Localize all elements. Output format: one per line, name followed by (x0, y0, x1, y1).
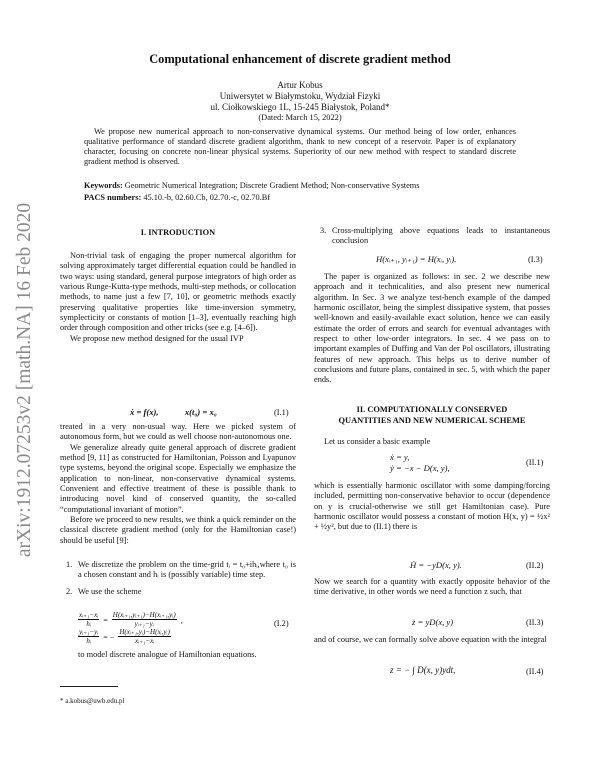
list-item-2-marker: 2. (66, 586, 73, 596)
section-2-heading-line-1: II. COMPUTATIONALLY CONSERVED (356, 405, 508, 414)
eq-II4-number: (II.4) (526, 667, 544, 676)
eq-II2-number: (II.2) (526, 561, 544, 570)
intro-paragraph-3 (60, 422, 296, 546)
arxiv-stamp (10, 170, 40, 590)
keywords-label: Keywords: (84, 181, 123, 190)
eq-I2-line-1 (78, 610, 183, 627)
eq-I2-l1-rden: yᵢ₊₁−yᵢ (134, 619, 154, 628)
eq-II1-line-1: ẋ = y, (390, 452, 410, 462)
eq-I1-right: x(t₀) = x₀ (184, 407, 217, 417)
arxiv-identifier: arXiv:1912.07253v2 [math.NA] 16 Feb 2020 (14, 202, 35, 558)
paper-title: Computational enhancement of discrete gradient method (149, 52, 451, 66)
footnote: * a.kobus@uwb.edu.pl (60, 697, 125, 705)
pacs-text: 45.10.-b, 02.60.Cb, 02.70.-c, 02.70.Bf (143, 193, 271, 202)
eq-I2-l1-comma: , (180, 616, 183, 625)
list-item-1-marker: 1. (66, 560, 73, 569)
sec2-p3-text: Now we search for a quantity with exactly opposite behavior of the time derivative, in other words we need a function z such, that (314, 577, 550, 597)
affiliation-line-1: Uniwersytet w Białymstoku, Wydział Fizyki (219, 91, 381, 101)
eq-II4: z = − ∫ D(x, y)ydt, (390, 665, 456, 675)
eq-I2-l2-rden: xᵢ₊₁−xᵢ (135, 636, 155, 645)
eq-I2-l2-equals: = − (103, 633, 115, 642)
intro-p5-text: Before we proceed to new results, we think a quick reminder on the classical discrete gradient method (only for the Hamiltonian case!) should be useful [9]: (60, 515, 296, 545)
eq-I1-left: ẋ = f(x), (130, 407, 159, 417)
abstract (84, 127, 516, 167)
intro-p1-text: Non-trivial task of engaging the proper numercal algorithm for solving approximately target differential equation could be handled in two ways: using standard, general purpose integrators of high order as various Runge-Kutta-type methods, multi-step methods, or collocation methods, to name just a few [7, 10], or geometric methods exactly preserving qualitative properties like time-inversion symmetry, symplecticity or constants of motion [1–3], eventually reaching high order through composition and other tricks (see e.g. [4–6]). (60, 251, 296, 333)
eq-II1-line-2: ẏ = −x − D(x, y), (390, 463, 450, 473)
equation-II1 (390, 452, 450, 474)
eq-II2: Ḣ = −yD(x, y). (410, 560, 462, 570)
abstract-text: We propose new numerical approach to non-conservative dynamical systems. Our method being of low order, enhances qualitative performance of standard discrete gradient algorithm, thank to new concept of a reservoir. Paper is of explanatory character, focusing on concrete non-linear physical systems. Superiority of our new method with respect to standard discrete gradient method is observed. (84, 127, 516, 166)
eq-I2-l1-den: hᵢ (86, 619, 91, 628)
pacs-label: PACS numbers: (84, 193, 142, 202)
eq-I2-l1-num: xᵢ₊₁−xᵢ (79, 610, 99, 619)
eq-II1-number: (II.1) (526, 458, 544, 467)
numbered-list (60, 560, 296, 597)
eq-II3-number: (II.3) (526, 618, 544, 627)
list-item-3-marker: 3. (320, 226, 327, 235)
list-item-3 (314, 226, 550, 247)
sec2-paragraph-2 (314, 481, 550, 533)
eq-I2-number: (I.2) (274, 619, 289, 628)
organization-text: The paper is organized as follows: in sec. 2 we describe new approach and it technicalities, and also present new numerical algorithm. In Sec. 3 we analyze test-bench example of the damped harmonic oscillator, being the simplest dissipative system, that posses well-known and easily-available exact solution, hence we can easily estimate the order of errors and search for eventual advantages with respect to other low-order integrators. In sec. 4 we pass on to important examples of Duffing and Van der Pol oscillators, illustrating features of new approach. This helps us to derive number of conclusions and future plans, contained in sec. 5, with which the paper ends. (314, 272, 550, 385)
eq-I3: H(xᵢ₊₁, yᵢ₊₁) = H(xᵢ, yᵢ). (376, 254, 457, 264)
sec2-p1-text: Let us consider a basic example (324, 437, 431, 446)
organization-paragraph (314, 272, 550, 386)
intro-paragraph-1 (60, 251, 296, 344)
footnote-rule (60, 686, 118, 687)
eq-II3: ż = yD(x, y) (412, 617, 454, 627)
eq-I1-number: (I.1) (274, 408, 289, 417)
list-item-2 (60, 587, 296, 597)
pacs-line (84, 192, 516, 203)
eq-I2-l1-rnum: H(xᵢ₊₁,yᵢ₊₁)−H(xᵢ₊₁,yᵢ) (112, 610, 176, 619)
list-item-3-text: Cross-multiplying above equations leads to instantaneous conclusion (332, 226, 550, 246)
list-item-1 (60, 560, 296, 581)
eq-I2-l2-rnum: H(xᵢ₊₁,yᵢ)−H(xᵢ,yᵢ) (119, 627, 170, 636)
keywords-text: Geometric Numerical Integration; Discrete Gradient Method; Non-conservative Systems (124, 181, 420, 190)
intro-p4-text: We generalize already quite general approach of discrete gradient method [9, 11] as constructed for Hamiltonian, Poisson and Lyapunov type systems, beyond the original scope. Especially we emphasize the application to non-linear, non-conservative dynamical systems. Convenient and effective treatment of these is possible thank to introducing novel kind of conserved quantity, the so-called “computational invariant of motion”. (60, 442, 296, 514)
keywords-line (84, 180, 516, 191)
date-line: (Dated: March 15, 2022) (258, 113, 342, 122)
sec2-p2-text: which is essentially harmonic oscillator with some damping/forcing included, permitting non-conservative behavior to occur (dependence on y is crucial-otherwise we still get Hamiltonian case). Pure harmonic oscillator would possess a constant of motion H(x, y) = ½x² + ½y², but due to (II.1) there is (314, 481, 550, 532)
list-item-2-text: We use the scheme (78, 586, 142, 596)
eq-I2-l2-den: hᵢ (86, 636, 91, 645)
intro-p2-text: We propose new method designed for the usual IVP (70, 333, 244, 343)
section-2-heading (314, 404, 550, 426)
sec2-paragraph-1 (314, 437, 550, 447)
author: Artur Kobus (277, 80, 323, 90)
eq-I2-line-2 (78, 627, 183, 644)
sec2-paragraph-4 (314, 635, 550, 645)
section-1-heading: I. INTRODUCTION (140, 228, 216, 237)
list-item-1-text: We discretize the problem on the time-grid tᵢ = t₀+ihᵢ,where t₀ is a chosen constant and hᵢ is (possibly variable) time step. (78, 560, 296, 580)
sec2-p4-text: and of course, we can formally solve above equation with the integral (314, 635, 547, 644)
item-2-continuation: to model discrete analogue of Hamiltonian equations. (78, 650, 257, 659)
equation-I2 (78, 610, 183, 644)
eq-I3-number: (I.3) (528, 255, 543, 264)
eq-I2-l2-num: yᵢ₊₁−yᵢ (79, 627, 99, 636)
equation-I1 (130, 407, 217, 417)
sec2-paragraph-3 (314, 577, 550, 598)
affiliation-line-2: ul. Ciołkowskiego 1L, 15-245 Białystok, Poland* (210, 102, 390, 112)
intro-p3-text: treated in a very non-usual way. Here we picked system of autonomous form, but we could as well choose non-autonomous one. (60, 422, 296, 442)
eq-I2-l1-equals: = (103, 616, 108, 625)
section-2-heading-line-2: QUANTITIES AND NEW NUMERICAL SCHEME (338, 416, 526, 425)
